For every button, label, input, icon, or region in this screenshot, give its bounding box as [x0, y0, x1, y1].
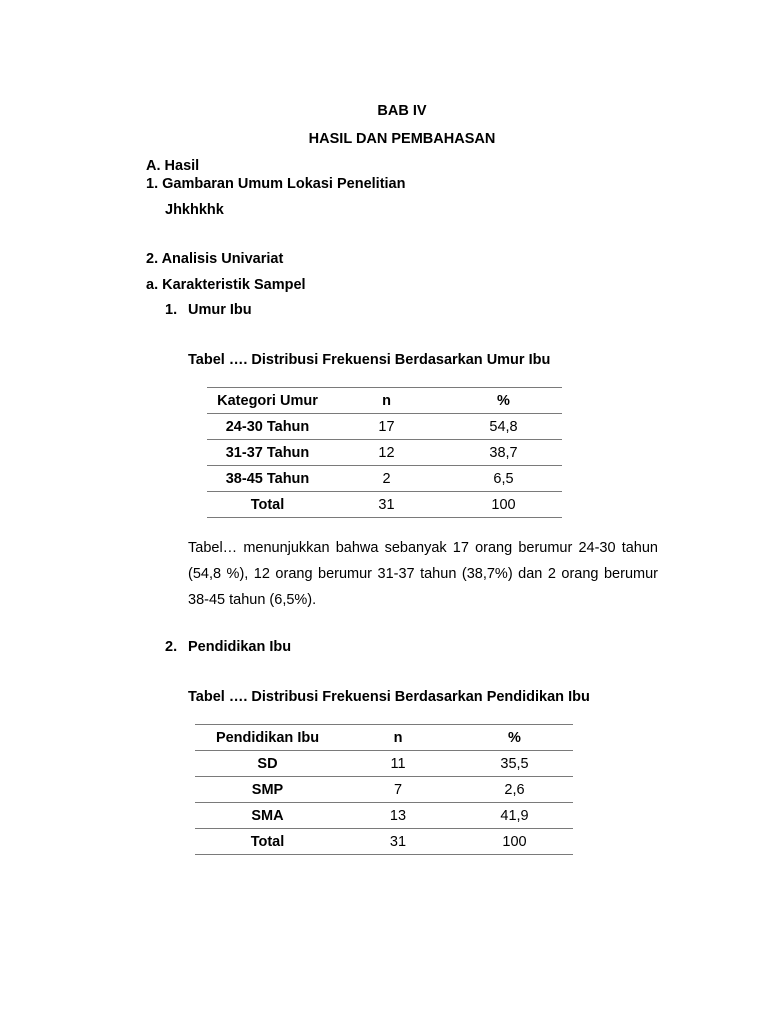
- item-1-number: 1.: [165, 302, 178, 318]
- section-2-heading: 2. Analisis Univariat: [146, 251, 284, 267]
- table-cell: 11: [340, 751, 456, 777]
- chapter-number: BAB IV: [377, 103, 427, 119]
- section-a-heading: A. Hasil: [146, 158, 200, 174]
- item-2-label: Pendidikan Ibu: [188, 639, 292, 655]
- table-cell: 17: [328, 414, 445, 440]
- table-cell: 24-30 Tahun: [207, 414, 328, 440]
- table-2-caption: Tabel …. Distribusi Frekuensi Berdasarkan Pendidikan Ibu: [188, 689, 590, 705]
- table-row: [207, 466, 562, 492]
- table-cell: 6,5: [445, 466, 562, 492]
- section-1-text: Jhkhkhk: [165, 202, 224, 218]
- table-header-cell: Kategori Umur: [207, 388, 328, 414]
- table-cell: 38-45 Tahun: [207, 466, 328, 492]
- table-cell: Total: [195, 829, 340, 855]
- table-cell: 35,5: [456, 751, 573, 777]
- item-1-label: Umur Ibu: [188, 302, 252, 318]
- table-cell: 38,7: [445, 440, 562, 466]
- table-cell: 31: [340, 829, 456, 855]
- table-row: [207, 492, 562, 518]
- table-cell: 12: [328, 440, 445, 466]
- table-cell: 54,8: [445, 414, 562, 440]
- table-header-cell: Pendidikan Ibu: [195, 725, 340, 751]
- table-cell: 7: [340, 777, 456, 803]
- table-cell: SMA: [195, 803, 340, 829]
- table-row: [195, 751, 573, 777]
- table-row: [207, 414, 562, 440]
- item-2-number: 2.: [165, 639, 178, 655]
- table-cell: SD: [195, 751, 340, 777]
- table-row: [195, 725, 573, 751]
- table-2: [195, 724, 573, 855]
- table-row: [195, 829, 573, 855]
- table-row: [207, 440, 562, 466]
- section-2a-heading: a. Karakteristik Sampel: [146, 277, 306, 293]
- table-cell: 2: [328, 466, 445, 492]
- table-header-cell: %: [445, 388, 562, 414]
- section-1-heading: 1. Gambaran Umum Lokasi Penelitian: [146, 176, 406, 192]
- table-row: [195, 803, 573, 829]
- table-cell: 13: [340, 803, 456, 829]
- table-cell: 31-37 Tahun: [207, 440, 328, 466]
- table-cell: 100: [456, 829, 573, 855]
- table-cell: 100: [445, 492, 562, 518]
- table-header-cell: n: [328, 388, 445, 414]
- table-cell: SMP: [195, 777, 340, 803]
- table-1-description: Tabel… menunjukkan bahwa sebanyak 17 orang berumur 24-30 tahun (54,8 %), 12 orang berumur 31-37 tahun (38,7%) dan 2 orang berumur 38-45 tahun (6,5%).: [188, 540, 658, 608]
- table-1: [207, 387, 562, 518]
- table-cell: 41,9: [456, 803, 573, 829]
- table-1-caption: Tabel …. Distribusi Frekuensi Berdasarkan Umur Ibu: [188, 352, 551, 368]
- table-cell: Total: [207, 492, 328, 518]
- table-header-cell: n: [340, 725, 456, 751]
- table-header-cell: %: [456, 725, 573, 751]
- table-cell: 31: [328, 492, 445, 518]
- table-row: [195, 777, 573, 803]
- table-cell: 2,6: [456, 777, 573, 803]
- chapter-title: HASIL DAN PEMBAHASAN: [308, 131, 496, 147]
- table-row: [207, 388, 562, 414]
